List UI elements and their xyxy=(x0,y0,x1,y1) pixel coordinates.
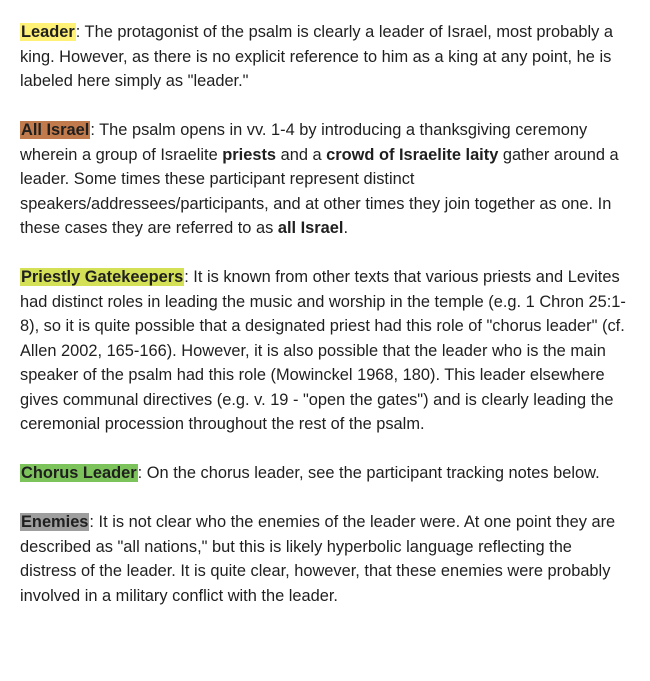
entry-all-israel-text-1: : The psalm opens in vv. 1-4 by introducing a thanksgiving ceremony wherein a group of Israelite xyxy=(20,121,588,164)
entry-enemies xyxy=(20,510,630,608)
entry-all-israel xyxy=(20,118,630,241)
entry-all-israel-text-4: . xyxy=(343,219,349,237)
entry-all-israel-bold-all-israel: all Israel xyxy=(277,219,344,237)
entry-all-israel-bold-laity: crowd of Israelite laity xyxy=(326,145,499,164)
entry-chorus-leader xyxy=(20,461,630,486)
term-priestly-gatekeepers: Priestly Gatekeepers xyxy=(21,268,184,286)
entry-chorus-leader-text: : On the chorus leader, see the participant tracking notes below. xyxy=(137,464,600,482)
entry-priestly-gatekeepers xyxy=(20,265,630,437)
entry-all-israel-text-3: gather around a leader. Some times these participant represent distinct speakers/addressees/participants, and at other times they join together as one. In these cases they are referred to as xyxy=(20,145,619,237)
term-chorus-leader: Chorus Leader xyxy=(21,464,137,482)
entry-enemies-text: : It is not clear who the enemies of the leader were. At one point they are described as "all nations," but this is likely hyperbolic language reflecting the distress of the leader. It is quite clear, however, that these enemies were probably involved in a military conflict with the leader. xyxy=(20,513,616,605)
entry-priestly-gatekeepers-text: : It is known from other texts that various priests and Levites had distinct roles in leading the music and worship in the temple (e.g. 1 Chron 25:1-8), so it is quite possible that a designated priest had this role of "chorus leader" (cf. Allen 2002, 165-166). However, it is also possible that the leader who is the main speaker of the psalm had this role (Mowinckel 1968, 180). This leader elsewhere gives communal directives (e.g. v. 19 - "open the gates") and is clearly leading the ceremonial procession throughout the rest of the psalm. xyxy=(20,268,626,433)
entry-all-israel-text-2: and a xyxy=(276,145,327,164)
term-enemies: Enemies xyxy=(21,513,89,531)
entry-leader-text: : The protagonist of the psalm is clearly a leader of Israel, most probably a king. However, as there is no explicit reference to him as a king at any point, he is labeled here simply as "leader." xyxy=(20,23,613,90)
term-all-israel: All Israel xyxy=(21,121,90,139)
entry-leader xyxy=(20,20,630,94)
entry-all-israel-bold-priests: priests xyxy=(222,145,277,164)
term-leader: Leader xyxy=(21,23,75,41)
